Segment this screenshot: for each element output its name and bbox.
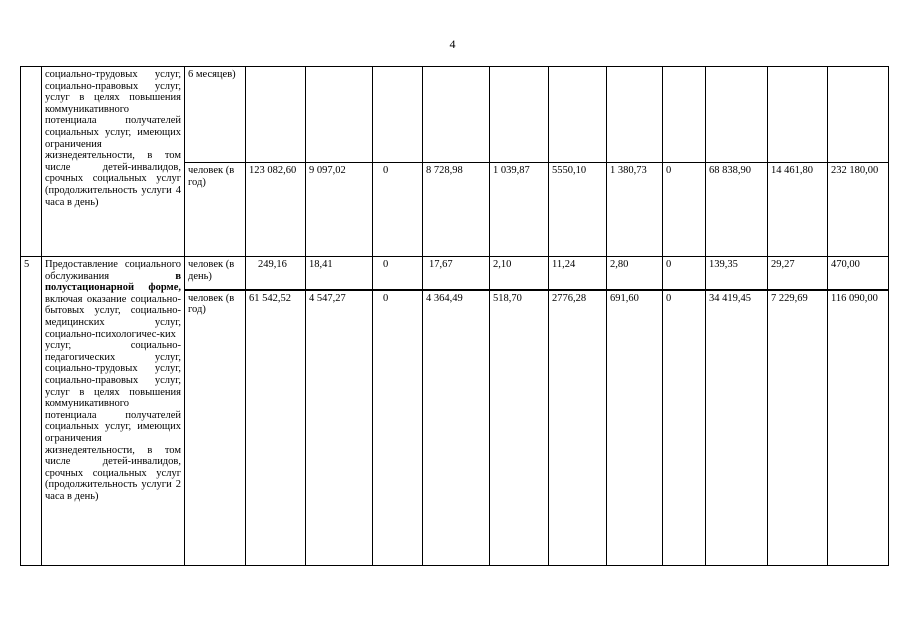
value-cell: 0 — [373, 257, 423, 290]
value-cell: 691,60 — [607, 290, 663, 566]
value-cell: 5550,10 — [549, 163, 607, 257]
value-cell: 1 380,73 — [607, 163, 663, 257]
table-row — [21, 67, 889, 163]
unit-cell: человек (в год) — [185, 290, 246, 566]
value-cell: 0 — [663, 290, 706, 566]
value-cell: 34 419,45 — [706, 290, 768, 566]
value-cell: 0 — [663, 257, 706, 290]
value-cell: 123 082,60 — [246, 163, 306, 257]
value-cell: 470,00 — [828, 257, 889, 290]
value-cell: 0 — [373, 163, 423, 257]
value-cell: 249,16 — [246, 257, 306, 290]
value-cell: 1 039,87 — [490, 163, 549, 257]
value-cell: 8 728,98 — [423, 163, 490, 257]
service-description — [42, 257, 185, 566]
value-cell: 2,80 — [607, 257, 663, 290]
row-number-cell: 5 — [21, 257, 42, 566]
table-row — [21, 257, 889, 290]
description-prefix: Предоставление социального обслуживания — [45, 259, 181, 282]
value-cell: 2,10 — [490, 257, 549, 290]
value-cell: 9 097,02 — [306, 163, 373, 257]
value-cell: 139,35 — [706, 257, 768, 290]
row-number-cell — [21, 67, 42, 257]
value-cell: 68 838,90 — [706, 163, 768, 257]
value-cell: 116 090,00 — [828, 290, 889, 566]
cost-table — [20, 66, 889, 566]
value-cell: 11,24 — [549, 257, 607, 290]
value-cell: 18,41 — [306, 257, 373, 290]
value-cell: 0 — [663, 163, 706, 257]
value-cell: 518,70 — [490, 290, 549, 566]
value-cell: 4 364,49 — [423, 290, 490, 566]
value-cell: 232 180,00 — [828, 163, 889, 257]
value-cell: 4 547,27 — [306, 290, 373, 566]
value-cell: 0 — [373, 290, 423, 566]
value-cell: 17,67 — [423, 257, 490, 290]
unit-cell: 6 месяцев) — [185, 67, 246, 163]
unit-cell: человек (в год) — [185, 163, 246, 257]
value-cell: 7 229,69 — [768, 290, 828, 566]
description-rest: включая оказание социально-бытовых услуг, социально-медицинских услуг, социально-психологичес-ких услуг, социально-педагогических услуг, социально-трудовых услуг, социально-правовых услуг, услуг в целях повышения коммуникативного потенциала получателей социальных услуг, имеющих ограничения жизнедеятельности, в том числе детей-инвалидов, срочных социальных услуг (продолжительность услуги 2 часа в день) — [45, 293, 181, 502]
description-bold: в полустационарной форме, — [45, 270, 181, 294]
value-cell: 29,27 — [768, 257, 828, 290]
unit-cell: человек (в день) — [185, 257, 246, 290]
page-number: 4 — [449, 37, 456, 51]
value-cell: 2776,28 — [549, 290, 607, 566]
service-description: социально-трудовых услуг, социально-правовых услуг, услуг в целях повышения коммуникативного потенциала получателей социальных услуг, имеющих ограничения жизнедеятельности, в том числе детей-инвалидов, срочных социальных услуг (продолжительность услуги 4 часа в день) — [42, 67, 185, 257]
value-cell: 14 461,80 — [768, 163, 828, 257]
value-cell: 61 542,52 — [246, 290, 306, 566]
